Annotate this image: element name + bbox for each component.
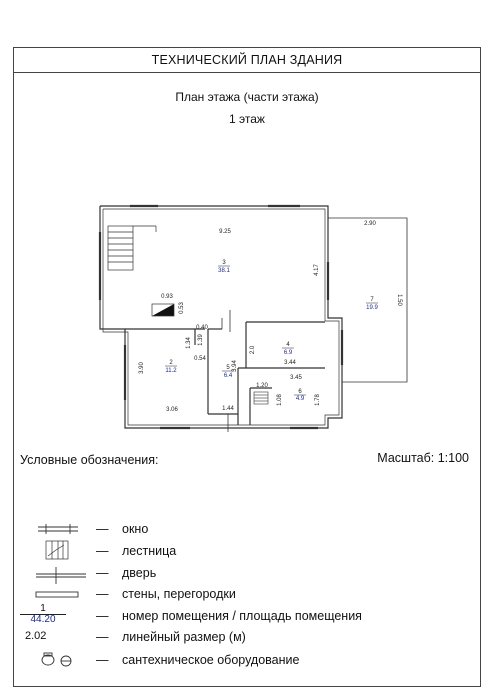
dim-344: 3.44 — [284, 360, 296, 366]
legend-item-room-number — [96, 609, 362, 623]
small-stairs — [254, 392, 268, 404]
legend-title: Условные обозначения: — [20, 453, 159, 467]
floor-label: 1 этаж — [229, 112, 265, 126]
legend-label: лестница — [122, 544, 177, 558]
legend-dash: — — [96, 544, 109, 558]
room-4-number: 4 — [286, 342, 290, 348]
dim-200: 2.0 — [250, 345, 256, 355]
legend-item-door — [96, 566, 156, 580]
dimension-icon — [25, 630, 46, 642]
room-7-number: 7 — [370, 297, 374, 303]
door-icon — [36, 567, 86, 584]
dim-108: 1.08 — [277, 394, 283, 406]
room-number-icon — [20, 604, 66, 625]
legend-dash: — — [96, 587, 109, 601]
legend-dash: — — [96, 609, 109, 623]
legend-sample-dimension: 2.02 — [25, 630, 47, 642]
dim-417: 4.17 — [314, 264, 320, 276]
legend-item-dimension — [96, 630, 246, 644]
legend-label: линейный размер (м) — [122, 630, 246, 644]
legend-dash: — — [96, 566, 109, 580]
dim-053: 0.53 — [179, 302, 185, 314]
legend-item-stairs — [96, 544, 176, 558]
legend-item-plumbing — [96, 653, 299, 667]
window-icon — [38, 524, 78, 534]
room-2-number: 2 — [169, 360, 173, 366]
stairs-icon — [108, 226, 156, 270]
dim-345: 3.45 — [290, 375, 302, 381]
outer-wall-inner — [103, 209, 339, 425]
dim-093: 0.93 — [161, 294, 173, 300]
room-7-area: 19.9 — [366, 305, 378, 311]
dim-306: 3.06 — [166, 407, 178, 413]
plumbing-icon — [42, 653, 71, 666]
dim-178: 1.78 — [315, 394, 321, 406]
room-4-area: 6.9 — [283, 350, 293, 356]
dim-134: 1.34 — [186, 337, 192, 349]
legend-scale: Масштаб: 1:100 — [377, 451, 469, 465]
legend-sample-area: 44.20 — [30, 614, 56, 625]
dim-394: 3.94 — [232, 360, 238, 372]
dim-120: 1.20 — [256, 383, 268, 389]
legend-label: окно — [122, 522, 149, 536]
outer-wall — [100, 206, 342, 428]
legend-item-window — [96, 522, 148, 536]
dim-390: 3.90 — [139, 362, 145, 374]
dim-290: 2.90 — [364, 221, 376, 227]
legend-sample-number: 1 — [20, 604, 66, 615]
terrace-outline — [328, 218, 407, 382]
room-3-number: 3 — [222, 260, 226, 266]
room-6-number: 6 — [298, 389, 302, 395]
legend-label: сантехническое оборудование — [122, 653, 300, 667]
dim-925: 9.25 — [219, 229, 231, 235]
room-2-area: 11.2 — [165, 368, 177, 374]
dim-144: 1.44 — [222, 406, 234, 412]
legend-dash: — — [96, 653, 109, 667]
stairs-icon — [46, 541, 68, 559]
dim-150: 1.50 — [396, 294, 402, 306]
wall-icon — [36, 592, 78, 597]
chimney — [152, 304, 174, 316]
legend-label: стены, перегородки — [122, 587, 236, 601]
dim-054: 0.54 — [194, 356, 206, 362]
document-title: ТЕХНИЧЕСКИЙ ПЛАН ЗДАНИЯ — [14, 48, 480, 73]
plan-subtitle: План этажа (части этажа) — [175, 90, 319, 104]
room-5-number: 5 — [226, 365, 230, 371]
legend-dash: — — [96, 630, 109, 644]
room-3-area: 38.1 — [218, 268, 230, 274]
legend-label: номер помещения / площадь помещения — [122, 609, 362, 623]
legend-dash: — — [96, 522, 109, 536]
room-5-area: 6.4 — [223, 373, 233, 379]
dim-139: 1.39 — [198, 334, 204, 346]
legend-label: дверь — [122, 566, 157, 580]
dim-040: 0.40 — [196, 325, 208, 331]
room-6-area: 4.9 — [295, 396, 305, 402]
legend-item-walls — [96, 587, 236, 601]
